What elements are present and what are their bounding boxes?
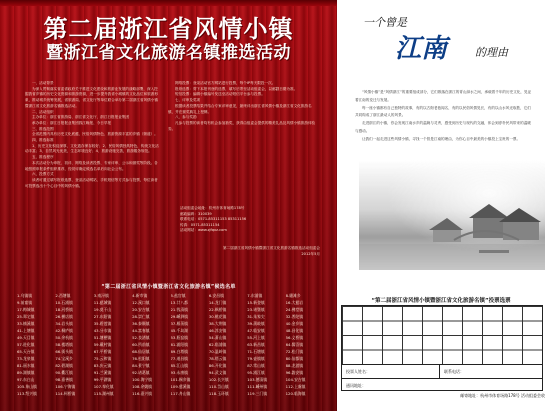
announcement-paragraph: 根据读者投票结果并结合专家评审意见，最终评出浙江省风情小镇及浙江省文化旅游名镇，并在颁奖典礼上授牌。	[168, 103, 312, 114]
announcement-paragraph: 主办单位：浙江省旅游局、浙江省文化厅、浙江日报报业集团	[32, 115, 130, 120]
candidate-town: 80.仙都镇	[285, 356, 304, 361]
candidate-town: 18.河桥镇	[55, 307, 73, 312]
candidate-town: 44.富春镇	[132, 328, 150, 333]
candidate-town: 15.新登镇	[247, 300, 265, 305]
announcement-paragraph: 短信投票：编辑小镇编号发送至活动短信平台参与投票。	[175, 92, 265, 97]
candidate-town: 46.淳安镇	[208, 328, 227, 333]
announcement-paragraph: 读者可通过填写报纸选票、登录活动网站、手机短信等方式参与投票，每位读者可投票选出十个心目中的风情小镇。	[25, 177, 158, 188]
candidate-town: 6.安昌镇	[208, 293, 224, 298]
announcement-paragraph: 承办单位：浙江日报报业集团钱江晚报、今日早报	[32, 120, 112, 125]
candidate-town: 28.崇仁镇	[132, 314, 150, 319]
candidate-town: 84.景宁镇	[132, 363, 150, 368]
candidate-town: 11.慈城镇	[93, 300, 112, 305]
candidate-town: 114.柯桥镇	[55, 391, 76, 396]
candidate-town: 3.南浔镇	[93, 293, 109, 298]
candidate-town: 59.戴村镇	[93, 342, 112, 347]
candidate-town: 40.金乡镇	[285, 321, 304, 326]
candidate-town: 92.诸葛镇	[132, 370, 150, 375]
candidate-town: 108.余姚镇	[132, 384, 152, 389]
candidate-town: 95.浦江镇	[247, 370, 265, 375]
candidate-town: 109.慈溪镇	[170, 384, 191, 389]
candidate-town: 4.新市镇	[132, 293, 148, 298]
announcement-paragraph: 本次活动分为申报、初评、网络及读者投票、专家评审、公示和颁奖等阶段。各地按照申报条件组织推荐，经初评确定候选名单后向社会公布。	[25, 160, 158, 171]
candidate-town: 70.温岭镇	[208, 349, 227, 354]
ballot-row-name-phone	[342, 364, 542, 378]
water-town-photo	[359, 160, 545, 270]
candidate-town: 71.石塘镇	[247, 349, 265, 354]
candidate-town: 62.临浦镇	[208, 342, 227, 347]
candidate-town: 96.磐安镇	[285, 370, 304, 375]
candidate-town: 8.皤滩乡	[285, 293, 301, 298]
candidate-town: 78.缙云镇	[208, 356, 227, 361]
candidate-town: 63.新昌镇	[247, 342, 265, 347]
candidate-town-list	[17, 292, 322, 406]
candidate-town: 60.所前镇	[132, 342, 150, 347]
candidate-town: 101.桐乡镇	[170, 377, 191, 382]
candidate-town: 45.千岛湖	[170, 328, 188, 333]
candidate-town: 29.嵊泗镇	[170, 314, 188, 319]
candidate-town: 64.儒岙镇	[285, 342, 304, 347]
candidate-town: 120.临海镇	[285, 391, 306, 396]
candidate-town: 104.安吉镇	[285, 377, 306, 382]
water-town-illustration	[359, 160, 545, 270]
contact-line: 联系电话：0571-85311153 85311156	[180, 217, 247, 222]
contact-line: 邮政编码：310039	[180, 211, 212, 216]
announcement-paragraph: 为深入贯彻落实省委省政府关于推进文化建设和旅游业发展的战略部署，深入挖掘我省乡镇的历史文化资源和旅游资源，进一步提升我省小城镇的文化品位和旅游形象，推动城乡统筹发展，省旅游局、省文化厅等单位联合举办第二届浙江省风情小镇暨浙江省文化旅游名镇推选活动。	[25, 86, 158, 108]
announcement-paragraph: 报纸选票：剪下本报刊登的选票，填写后寄至活动组委会，以邮戳日期为准。	[175, 86, 298, 91]
candidate-town: 50.余杭镇	[55, 335, 73, 340]
curtain-valance	[0, 0, 337, 6]
candidate-town: 76.松阳镇	[132, 356, 150, 361]
candidate-town: 52.良渚镇	[132, 335, 150, 340]
essay-paragraph: 让我们一起走进这些风情小镇，寻找一个曾是江南的理由，为你心目中最美的小镇投上宝贵的一票。	[362, 136, 521, 141]
candidate-town: 9.前童镇	[17, 300, 33, 305]
signature-line: 第二届浙江省风情小镇暨浙江省文化旅游名镇推选活动组委会	[222, 246, 320, 250]
announcement-paragraph: 1、历史文化积淀深厚，文化遗存保存较好；2、民俗风情独具特色，传统文化活动丰富；3、自然风光优美，生态环境良好；4、旅游设施完善，旅游服务规范。	[25, 143, 159, 154]
candidate-town: 7.东浦镇	[247, 293, 263, 298]
candidate-town: 41.上塘镇	[17, 328, 35, 333]
candidate-town: 75.云和镇	[93, 356, 112, 361]
candidate-town: 33.楠溪镇	[17, 321, 35, 326]
candidate-town: 112.上虞镇	[285, 384, 306, 389]
candidate-town: 106.宁海镇	[55, 384, 76, 389]
candidate-town: 97.东白山	[17, 377, 35, 382]
announcement-paragraph: 七、评审及奖项	[175, 98, 201, 103]
candidate-town: 116.嘉兴镇	[132, 391, 152, 396]
candidate-town: 14.龙门镇	[208, 300, 227, 305]
candidate-town: 98.嘉善镇	[55, 377, 73, 382]
voter-address-field[interactable]: 通讯地址：	[342, 378, 542, 392]
announcement-column-1	[25, 81, 160, 266]
candidate-town: 37.雁荡镇	[170, 321, 188, 326]
announcement-paragraph: 二、活动组织	[32, 109, 54, 114]
candidate-town: 113.绍兴镇	[17, 391, 37, 396]
candidate-town: 100.海宁镇	[132, 377, 152, 382]
contact-info	[180, 206, 315, 234]
candidate-town: 74.宝溪乡	[55, 356, 73, 361]
candidate-town: 19.莫干山	[93, 307, 112, 312]
candidate-town: 73.龙泉镇	[17, 356, 35, 361]
candidate-town: 86.开化镇	[208, 363, 227, 368]
candidate-town: 48.昌化镇	[285, 328, 304, 333]
candidate-town: 117.舟山镇	[170, 391, 191, 396]
announcement-paragraph: 一、活动背景	[32, 81, 54, 85]
candidate-town: 54.萧山镇	[208, 335, 227, 340]
candidate-town: 47.临安镇	[247, 328, 265, 333]
candidate-town: 55.河上镇	[247, 335, 265, 340]
candidate-town: 66.街头镇	[55, 349, 73, 354]
candidate-town: 23.诸暨镇	[247, 307, 265, 312]
title-line-1: 第二届浙江省风情小镇	[43, 15, 294, 43]
essay-paragraph: 走进浙江的小镇，你会发现江南水乡的温婉与灵秀，感受到历史与现代的交融，体会到淳朴民风带来的温暖与感动。	[355, 121, 531, 133]
candidate-town: 72.松门镇	[285, 349, 304, 354]
candidate-town: 24.佛堂镇	[285, 307, 304, 312]
candidate-town: 1.乌镇镇	[17, 293, 33, 298]
candidate-town: 77.遂昌镇	[170, 356, 188, 361]
candidate-town: 103.德清镇	[247, 377, 268, 382]
candidate-town: 10.石浦镇	[55, 300, 73, 305]
candidate-town: 83.庆元镇	[93, 363, 112, 368]
candidate-town: 49.天目镇	[17, 335, 35, 340]
candidate-town: 22.枫桥镇	[208, 307, 227, 312]
candidate-town: 93.永康镇	[170, 370, 188, 375]
ballot-title: “第二届浙江省风情小镇暨浙江省文化旅游名镇”投票选票	[371, 298, 511, 304]
candidate-town: 20.安吉镇	[132, 307, 150, 312]
announcement-paragraph: 全省范围内具有历史文化底蕴、民俗风情特色、旅游资源丰富的乡镇（街道）。	[32, 132, 158, 137]
candidate-town: 34.岩头镇	[55, 321, 73, 326]
candidate-town: 85.江山镇	[170, 363, 188, 368]
voter-name-field[interactable]: 投票人姓名：	[346, 369, 370, 374]
candidate-town: 69.白塔镇	[170, 349, 188, 354]
candidate-town: 89.湖镇镇	[17, 370, 35, 375]
candidate-town: 56.义桥镇	[285, 335, 304, 340]
candidate-town: 68.仙居镇	[132, 349, 150, 354]
ballot-form	[341, 305, 543, 391]
candidate-town: 26.横店镇	[55, 314, 73, 319]
title-line-2: 暨浙江省文化旅游名镇推选活动	[46, 43, 291, 63]
candidate-town: 110.岱山镇	[208, 384, 229, 389]
announcement-paragraph: 八、参与奖励	[175, 115, 197, 120]
candidate-town: 94.武义镇	[208, 370, 227, 375]
announcement-paragraph: 五、推选程序	[32, 155, 54, 160]
candidate-town: 82.碧湖镇	[55, 363, 73, 368]
essay-paragraph: 每一座小镇都有自己独特的故事，有的以古街老巷闻名，有的以民俗风情见长，有的以山水风光取胜，它们共同构成了浙江最动人的风景。	[355, 105, 531, 118]
candidate-town: 58.楼塔镇	[55, 342, 73, 347]
candidate-town: 2.西塘镇	[55, 293, 71, 298]
candidate-town: 90.衢江镇	[55, 370, 73, 375]
contact-line: 活动网站：www.zjfqxz.com	[180, 228, 227, 233]
candidate-town: 13.廿八都	[170, 300, 188, 305]
candidate-town: 12.溪口镇	[132, 300, 150, 305]
candidate-town: 16.大慈岩	[285, 300, 304, 305]
candidate-town: 51.塘栖镇	[93, 335, 112, 340]
candidate-town: 5.盐官镇	[170, 293, 186, 298]
candidate-town: 35.碧莲镇	[93, 321, 112, 326]
heading-small-2: 的理由	[475, 46, 508, 59]
announcement-paragraph: 六、投票方式	[32, 172, 54, 177]
heading-small-1: 一个曾是	[363, 16, 407, 29]
candidate-town: 91.兰溪镇	[93, 370, 112, 375]
contact-line: 传真：0571-85311154	[180, 222, 220, 227]
candidate-town: 105.象山镇	[17, 384, 37, 389]
candidate-town: 87.常山镇	[247, 363, 265, 368]
candidate-town: 27.东阳镇	[93, 314, 112, 319]
candidate-town: 79.壶镇镇	[247, 356, 265, 361]
candidate-town: 57.进化镇	[17, 342, 35, 347]
announcement-paragraph: 网络投票：登录活动官方网站进行投票，每个IP每天限投一次。	[175, 81, 276, 85]
organizer-signature	[210, 246, 320, 257]
heading-big: 江南	[395, 34, 448, 64]
candidate-town: 61.浦阳镇	[170, 342, 188, 347]
candidate-town: 88.龙游镇	[285, 363, 304, 368]
candidate-town: 39.蒲岐镇	[247, 321, 265, 326]
candidate-town: 43.分水镇	[93, 328, 112, 333]
candidate-town: 21.钱清镇	[170, 307, 188, 312]
candidate-town: 118.玉环镇	[208, 391, 229, 396]
candidate-town: 119.三门镇	[247, 391, 268, 396]
candidate-town: 36.泰顺镇	[132, 321, 150, 326]
candidate-town: 42.桐庐镇	[55, 328, 73, 333]
mailing-address: 邮寄地址：杭州市体育场路178号 活动组委会收	[460, 393, 545, 398]
candidate-town: 102.长兴镇	[208, 377, 229, 382]
candidate-town: 32.普陀镇	[285, 314, 304, 319]
announcement-paragraph: 三、推选范围	[32, 126, 54, 131]
candidate-town: 111.嵊州镇	[247, 384, 268, 389]
calligraphy-heading	[363, 12, 539, 68]
announcement-paragraph: 四、推选标准	[32, 138, 54, 143]
ballot-vote-grid[interactable]	[342, 306, 542, 364]
announcement-column-2	[168, 81, 318, 201]
candidate-town: 17.梅城镇	[17, 307, 35, 312]
candidate-town: 107.奉化镇	[93, 384, 114, 389]
candidate-town: 115.湖州镇	[93, 391, 114, 396]
essay-panel	[337, 0, 545, 411]
candidate-town: 53.瓶窑镇	[170, 335, 188, 340]
candidate-town: 65.天台镇	[17, 349, 35, 354]
essay-paragraph: “风情小镇”是“风情浙江”的重要组成部分，它们散落在浙江的青山绿水之间，承载着千年的历史文化，见证着江南的变迁与发展。	[355, 90, 532, 102]
candidate-town: 38.大荆镇	[208, 321, 227, 326]
candidate-town: 67.平桥镇	[93, 349, 112, 354]
voter-phone-field[interactable]: 联系电话：	[439, 365, 464, 379]
candidate-town: 99.平湖镇	[93, 377, 112, 382]
signature-date: 2012年5月	[301, 251, 320, 256]
announcement-paragraph: 凡参与投票的读者均有机会参加抽奖，获得由组委会提供的精美礼品及风情小镇旅游体验券。	[168, 120, 316, 131]
candidate-town: 81.丽水镇	[17, 363, 35, 368]
candidate-town: 30.桃花镇	[208, 314, 227, 319]
candidate-list-title: “第二届浙江省风情小镇暨浙江省文化旅游名镇”候选名单	[101, 284, 236, 290]
candidate-town: 31.朱家尖	[247, 314, 265, 319]
essay-text	[355, 89, 533, 144]
candidate-town: 25.郑宅镇	[17, 314, 35, 319]
contact-line: 活动组委会地址：杭州市体育场路178号	[180, 206, 245, 210]
